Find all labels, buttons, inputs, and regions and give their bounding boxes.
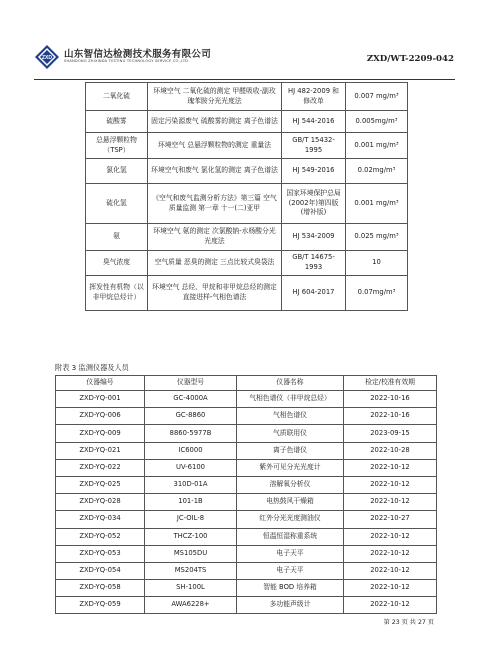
instrument-id-cell: ZXD-YQ-052: [56, 528, 145, 545]
header-cell: 仪器编号: [56, 376, 145, 391]
table-row: [86, 184, 408, 224]
instrument-name-cell: 溶解氧分析仪: [237, 476, 344, 493]
table-row: [56, 459, 437, 476]
instrument-id-cell: ZXD-YQ-022: [56, 459, 145, 476]
company-name-en: SHANDONG ZHIXINDA TESTING TECHNOLOGY SERVICE CO.,LTD: [64, 59, 189, 63]
instrument-id-cell: ZXD-YQ-021: [56, 442, 145, 459]
instrument-id-cell: ZXD-YQ-059: [56, 597, 145, 614]
model-cell: 8860-5977B: [145, 425, 237, 442]
instrument-name-cell: 多功能声级计: [237, 597, 344, 614]
instrument-id-cell: ZXD-YQ-006: [56, 408, 145, 425]
limit-cell: 0.001 mg/m³: [346, 184, 408, 224]
model-cell: MS105DU: [145, 545, 237, 562]
item-cell: 硫酸雾: [86, 111, 148, 133]
method-cell: 环境空气和废气 氯化氢的测定 离子色谱法: [148, 159, 282, 184]
standard-cell: GB/T 15432-1995: [282, 133, 346, 159]
model-cell: AWA6228+: [145, 597, 237, 614]
validity-date-cell: 2022-10-12: [344, 597, 437, 614]
table-row: [86, 224, 408, 251]
model-cell: 310D-01A: [145, 476, 237, 493]
table-row: [56, 511, 437, 528]
item-cell: 氨: [86, 224, 148, 251]
table-row: [56, 408, 437, 425]
table-row: [86, 83, 408, 111]
instrument-id-cell: ZXD-YQ-009: [56, 425, 145, 442]
instrument-name-cell: 气质联用仪: [237, 425, 344, 442]
validity-date-cell: 2022-10-12: [344, 459, 437, 476]
instrument-id-cell: ZXD-YQ-025: [56, 476, 145, 493]
table-header-row: [56, 376, 437, 391]
validity-date-cell: 2022-10-12: [344, 494, 437, 511]
instrument-name-cell: 紫外可见分光光度计: [237, 459, 344, 476]
standard-cell: 国家环境保护总局(2002年)第四版(增补版): [282, 184, 346, 224]
header-cell: 仪器型号: [145, 376, 237, 391]
page-header: [34, 44, 454, 76]
table-row: [86, 251, 408, 276]
instrument-id-cell: ZXD-YQ-054: [56, 562, 145, 579]
table-row: [56, 425, 437, 442]
table-row: [86, 276, 408, 311]
instrument-table: [55, 375, 437, 614]
table-row: [56, 494, 437, 511]
model-cell: GC-4000A: [145, 391, 237, 408]
table-row: [56, 562, 437, 579]
table-row: [56, 476, 437, 493]
method-cell: 《空气和废气监测分析方法》第三篇 空气质量监测 第一章 十一(二)亚甲: [148, 184, 282, 224]
method-cell: 环境空气 总烃、甲烷和非甲烷总烃的测定 直接进样-气相色谱法: [148, 276, 282, 311]
table-row: [56, 545, 437, 562]
model-cell: MS204TS: [145, 562, 237, 579]
method-cell: 环境空气 总悬浮颗粒物的测定 重量法: [148, 133, 282, 159]
standard-cell: HJ 544-2016: [282, 111, 346, 133]
validity-date-cell: 2022-10-28: [344, 442, 437, 459]
validity-date-cell: 2022-10-27: [344, 511, 437, 528]
limit-cell: 0.02mg/m³: [346, 159, 408, 184]
item-cell: 硫化氢: [86, 184, 148, 224]
validity-date-cell: 2022-10-12: [344, 562, 437, 579]
instrument-name-cell: 气相色谱仪: [237, 408, 344, 425]
limit-cell: 10: [346, 251, 408, 276]
instrument-name-cell: 电热鼓风干燥箱: [237, 494, 344, 511]
header-cell: 检定/校准有效期: [344, 376, 437, 391]
limit-cell: 0.001 mg/m³: [346, 133, 408, 159]
model-cell: IC6000: [145, 442, 237, 459]
table-row: [56, 597, 437, 614]
header-cell: 仪器名称: [237, 376, 344, 391]
instrument-id-cell: ZXD-YQ-001: [56, 391, 145, 408]
instrument-name-cell: 电子天平: [237, 562, 344, 579]
instrument-name-cell: 离子色谱仪: [237, 442, 344, 459]
method-cell: 空气质量 恶臭的测定 三点比较式臭袋法: [148, 251, 282, 276]
table-row: [86, 133, 408, 159]
instrument-name-cell: 智能 BOD 培养箱: [237, 580, 344, 597]
standard-cell: GB/T 14675-1993: [282, 251, 346, 276]
instrument-id-cell: ZXD-YQ-028: [56, 494, 145, 511]
standard-cell: HJ 482-2009 和修改单: [282, 83, 346, 111]
model-cell: THCZ-100: [145, 528, 237, 545]
item-cell: 氯化氢: [86, 159, 148, 184]
validity-date-cell: 2022-10-12: [344, 580, 437, 597]
table-row: [86, 111, 408, 133]
table-row: [56, 391, 437, 408]
limit-cell: 0.07mg/m³: [346, 276, 408, 311]
table-row: [56, 528, 437, 545]
company-name-cn: 山东智信达检测技术服务有限公司: [64, 49, 212, 60]
model-cell: 101-1B: [145, 494, 237, 511]
item-cell: 挥发性有机物（以非甲烷总烃计）: [86, 276, 148, 311]
standard-cell: HJ 549-2016: [282, 159, 346, 184]
document-number: ZXD/WT-2209-042: [366, 54, 454, 64]
instrument-id-cell: ZXD-YQ-058: [56, 580, 145, 597]
limit-cell: 0.005mg/m³: [346, 111, 408, 133]
header-divider: [34, 79, 455, 80]
table-row: [56, 442, 437, 459]
validity-date-cell: 2022-10-12: [344, 545, 437, 562]
page-number: 第 23 页 共 27 页: [383, 619, 434, 626]
standard-cell: HJ 604-2017: [282, 276, 346, 311]
validity-date-cell: 2022-10-12: [344, 476, 437, 493]
item-cell: 二氧化硫: [86, 83, 148, 111]
model-cell: UV-6100: [145, 459, 237, 476]
validity-date-cell: 2022-10-16: [344, 391, 437, 408]
validity-date-cell: 2023-09-15: [344, 425, 437, 442]
table-row: [86, 159, 408, 184]
method-cell: 环境空气 二氧化硫的测定 甲醛吸收-副玫瑰苯胺分光光度法: [148, 83, 282, 111]
validity-date-cell: 2022-10-16: [344, 408, 437, 425]
standard-cell: HJ 534-2009: [282, 224, 346, 251]
method-cell: 固定污染源废气 硫酸雾的测定 离子色谱法: [148, 111, 282, 133]
item-cell: 臭气浓度: [86, 251, 148, 276]
model-cell: SH-100L: [145, 580, 237, 597]
instrument-name-cell: 气相色谱仪（非甲烷总烃）: [237, 391, 344, 408]
instrument-id-cell: ZXD-YQ-053: [56, 545, 145, 562]
instrument-name-cell: 恒温恒湿称重系统: [237, 528, 344, 545]
limit-cell: 0.007 mg/m³: [346, 83, 408, 111]
svg-text:ZXD: ZXD: [42, 55, 52, 61]
model-cell: JC-OIL-8: [145, 511, 237, 528]
company-logo-icon: [34, 44, 60, 70]
model-cell: GC-8860: [145, 408, 237, 425]
instrument-name-cell: 红外分光光度测油仪: [237, 511, 344, 528]
instrument-id-cell: ZXD-YQ-034: [56, 511, 145, 528]
instrument-name-cell: 电子天平: [237, 545, 344, 562]
method-cell: 环境空气 氨的测定 次氯酸钠-水杨酸分光光度法: [148, 224, 282, 251]
limit-cell: 0.025 mg/m³: [346, 224, 408, 251]
method-table: [85, 82, 408, 311]
table-caption: 附表 3 监测仪器及人员: [55, 363, 129, 372]
validity-date-cell: 2022-10-12: [344, 528, 437, 545]
item-cell: 总悬浮颗粒物（TSP）: [86, 133, 148, 159]
table-row: [56, 580, 437, 597]
